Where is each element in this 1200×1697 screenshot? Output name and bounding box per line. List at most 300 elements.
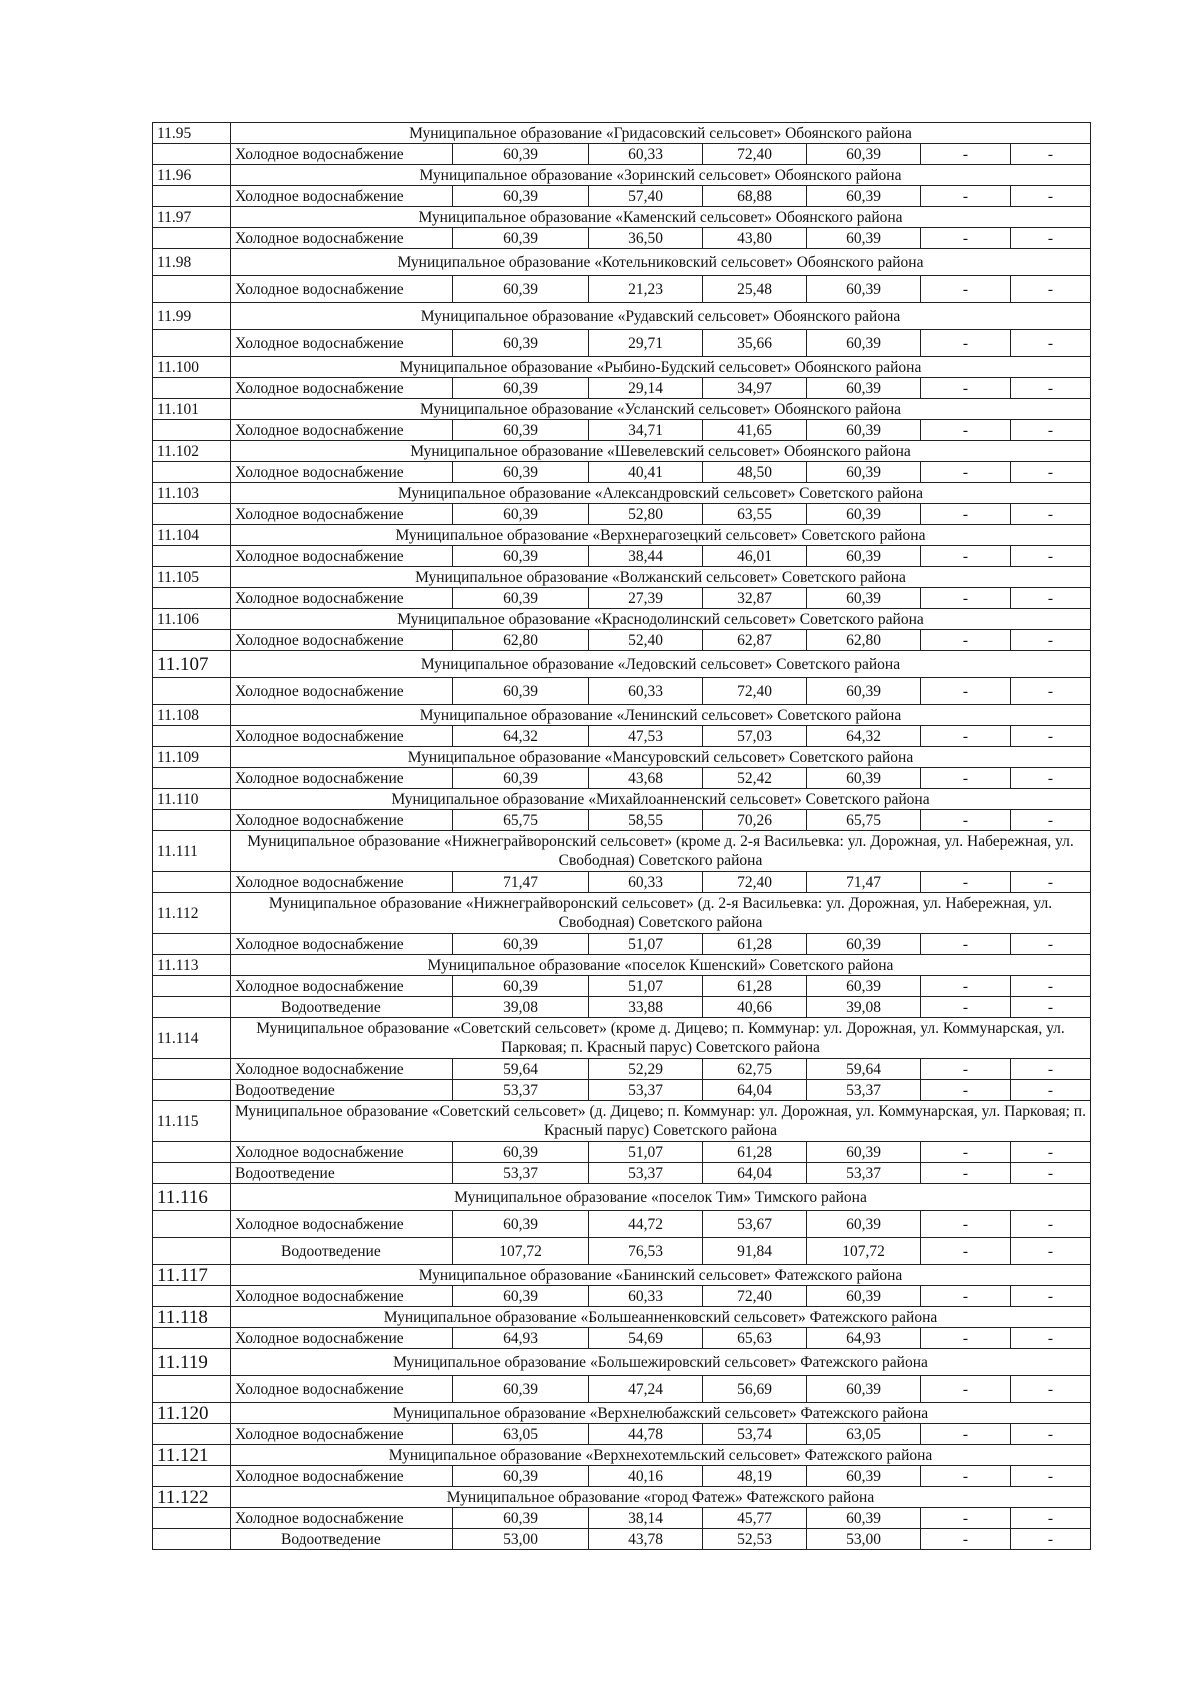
tariff-value: 60,39 — [807, 546, 921, 567]
tariff-value: 53,67 — [703, 1211, 807, 1238]
tariff-value: 39,08 — [807, 997, 921, 1018]
empty-cell — [153, 997, 231, 1018]
dash-cell: - — [1011, 1529, 1091, 1550]
service-name: Холодное водоснабжение — [231, 1211, 453, 1238]
service-name: Холодное водоснабжение — [231, 588, 453, 609]
tariff-value: 60,33 — [589, 872, 703, 893]
tariff-value: 65,63 — [703, 1328, 807, 1349]
entry-title: Муниципальное образование «Мансуровский сельсовет» Советского района — [231, 747, 1091, 768]
tariff-value: 43,78 — [589, 1529, 703, 1550]
entry-number: 11.104 — [153, 525, 231, 546]
service-name: Холодное водоснабжение — [231, 276, 453, 303]
tariff-value: 60,39 — [453, 420, 589, 441]
tariff-value: 53,37 — [589, 1163, 703, 1184]
tariff-row — [153, 462, 1091, 483]
dash-cell: - — [1011, 630, 1091, 651]
tariff-value: 60,39 — [807, 934, 921, 955]
tariff-table — [152, 122, 1091, 1550]
entry-title: Муниципальное образование «Банинский сельсовет» Фатежского района — [231, 1265, 1091, 1286]
tariff-value: 60,39 — [453, 378, 589, 399]
empty-cell — [153, 678, 231, 705]
entry-title: Муниципальное образование «город Фатеж» Фатежского района — [231, 1487, 1091, 1508]
dash-cell: - — [921, 726, 1011, 747]
tariff-row — [153, 678, 1091, 705]
service-name: Холодное водоснабжение — [231, 1466, 453, 1487]
tariff-value: 53,37 — [807, 1163, 921, 1184]
entry-title: Муниципальное образование «Волжанский сельсовет» Советского района — [231, 567, 1091, 588]
tariff-value: 60,39 — [453, 976, 589, 997]
tariff-value: 72,40 — [703, 678, 807, 705]
tariff-value: 60,39 — [453, 1376, 589, 1403]
tariff-value: 61,28 — [703, 976, 807, 997]
entry-title: Муниципальное образование «Ленинский сельсовет» Советского района — [231, 705, 1091, 726]
empty-cell — [153, 810, 231, 831]
tariff-value: 21,23 — [589, 276, 703, 303]
tariff-value: 25,48 — [703, 276, 807, 303]
tariff-value: 60,39 — [807, 420, 921, 441]
dash-cell: - — [921, 462, 1011, 483]
dash-cell: - — [1011, 678, 1091, 705]
tariff-value: 52,29 — [589, 1059, 703, 1080]
entry-number: 11.118 — [153, 1307, 231, 1328]
tariff-value: 64,04 — [703, 1080, 807, 1101]
empty-cell — [153, 1286, 231, 1307]
tariff-row — [153, 546, 1091, 567]
service-name: Холодное водоснабжение — [231, 144, 453, 165]
tariff-value: 58,55 — [589, 810, 703, 831]
empty-cell — [153, 588, 231, 609]
tariff-value: 53,37 — [453, 1080, 589, 1101]
tariff-value: 53,37 — [453, 1163, 589, 1184]
tariff-value: 64,93 — [807, 1328, 921, 1349]
tariff-row — [153, 1376, 1091, 1403]
empty-cell — [153, 1508, 231, 1529]
entry-title: Муниципальное образование «Александровский сельсовет» Советского района — [231, 483, 1091, 504]
dash-cell: - — [921, 678, 1011, 705]
dash-cell: - — [921, 378, 1011, 399]
dash-cell: - — [1011, 934, 1091, 955]
tariff-value: 53,00 — [807, 1529, 921, 1550]
entry-title: Муниципальное образование «Каменский сельсовет» Обоянского района — [231, 207, 1091, 228]
dash-cell: - — [1011, 420, 1091, 441]
tariff-row — [153, 1508, 1091, 1529]
dash-cell: - — [1011, 1211, 1091, 1238]
entry-number: 11.99 — [153, 303, 231, 330]
dash-cell: - — [921, 228, 1011, 249]
empty-cell — [153, 1059, 231, 1080]
entry-number: 11.119 — [153, 1349, 231, 1376]
empty-cell — [153, 1238, 231, 1265]
service-name: Холодное водоснабжение — [231, 1286, 453, 1307]
dash-cell: - — [1011, 504, 1091, 525]
entry-number: 11.110 — [153, 789, 231, 810]
dash-cell: - — [1011, 588, 1091, 609]
tariff-value: 60,39 — [807, 588, 921, 609]
service-name: Холодное водоснабжение — [231, 678, 453, 705]
tariff-value: 39,08 — [453, 997, 589, 1018]
dash-cell: - — [921, 276, 1011, 303]
tariff-value: 60,39 — [807, 228, 921, 249]
tariff-value: 72,40 — [703, 872, 807, 893]
empty-cell — [153, 1080, 231, 1101]
entry-title: Муниципальное образование «Усланский сельсовет» Обоянского района — [231, 399, 1091, 420]
dash-cell: - — [1011, 1424, 1091, 1445]
dash-cell: - — [1011, 997, 1091, 1018]
tariff-value: 60,39 — [453, 1508, 589, 1529]
entry-number: 11.102 — [153, 441, 231, 462]
entry-title: Муниципальное образование «Котельниковский сельсовет» Обоянского района — [231, 249, 1091, 276]
tariff-row — [153, 228, 1091, 249]
tariff-value: 60,39 — [807, 1466, 921, 1487]
dash-cell: - — [921, 186, 1011, 207]
tariff-value: 41,65 — [703, 420, 807, 441]
service-name: Холодное водоснабжение — [231, 1424, 453, 1445]
entry-title: Муниципальное образование «Верхнерагозецкий сельсовет» Советского района — [231, 525, 1091, 546]
dash-cell: - — [921, 504, 1011, 525]
entry-header-row — [153, 747, 1091, 768]
entry-header-row — [153, 1307, 1091, 1328]
dash-cell: - — [1011, 872, 1091, 893]
tariff-value: 60,39 — [807, 1376, 921, 1403]
entry-number: 11.97 — [153, 207, 231, 228]
service-name: Холодное водоснабжение — [231, 810, 453, 831]
tariff-value: 60,39 — [453, 1286, 589, 1307]
tariff-value: 53,37 — [807, 1080, 921, 1101]
dash-cell: - — [921, 768, 1011, 789]
entry-header-row — [153, 1445, 1091, 1466]
entry-header-row — [153, 123, 1091, 144]
entry-header-row — [153, 399, 1091, 420]
dash-cell: - — [1011, 976, 1091, 997]
dash-cell: - — [921, 1508, 1011, 1529]
entry-title: Муниципальное образование «Рыбино-Будский сельсовет» Обоянского района — [231, 357, 1091, 378]
entry-number: 11.98 — [153, 249, 231, 276]
service-name: Холодное водоснабжение — [231, 462, 453, 483]
tariff-value: 52,42 — [703, 768, 807, 789]
entry-number: 11.117 — [153, 1265, 231, 1286]
tariff-row — [153, 420, 1091, 441]
empty-cell — [153, 420, 231, 441]
service-name: Холодное водоснабжение — [231, 1059, 453, 1080]
tariff-row — [153, 144, 1091, 165]
service-name: Холодное водоснабжение — [231, 872, 453, 893]
dash-cell: - — [921, 630, 1011, 651]
tariff-value: 40,41 — [589, 462, 703, 483]
tariff-value: 68,88 — [703, 186, 807, 207]
entry-title: Муниципальное образование «Верхнелюбажский сельсовет» Фатежского района — [231, 1403, 1091, 1424]
entry-header-row — [153, 1403, 1091, 1424]
entry-number: 11.114 — [153, 1018, 231, 1059]
tariff-row — [153, 378, 1091, 399]
dash-cell: - — [921, 1059, 1011, 1080]
entry-number: 11.100 — [153, 357, 231, 378]
service-name: Холодное водоснабжение — [231, 1328, 453, 1349]
entry-title: Муниципальное образование «поселок Тим» Тимского района — [231, 1184, 1091, 1211]
tariff-value: 34,71 — [589, 420, 703, 441]
tariff-value: 60,39 — [807, 1211, 921, 1238]
entry-number: 11.121 — [153, 1445, 231, 1466]
entry-header-row — [153, 831, 1091, 872]
tariff-row — [153, 768, 1091, 789]
tariff-value: 62,75 — [703, 1059, 807, 1080]
tariff-row — [153, 1163, 1091, 1184]
dash-cell: - — [1011, 330, 1091, 357]
dash-cell: - — [921, 330, 1011, 357]
tariff-value: 60,39 — [453, 144, 589, 165]
tariff-value: 60,39 — [453, 1466, 589, 1487]
dash-cell: - — [921, 934, 1011, 955]
service-name: Холодное водоснабжение — [231, 726, 453, 747]
service-name: Холодное водоснабжение — [231, 1508, 453, 1529]
entry-title: Муниципальное образование «Советский сельсовет» (д. Дицево; п. Коммунар: ул. Дорожная, ул. Коммунарская, ул. Парковая; п. Красный парус) Советского района — [231, 1101, 1091, 1142]
tariff-value: 51,07 — [589, 976, 703, 997]
tariff-value: 61,28 — [703, 934, 807, 955]
tariff-value: 107,72 — [807, 1238, 921, 1265]
tariff-row — [153, 726, 1091, 747]
tariff-value: 60,39 — [807, 504, 921, 525]
tariff-row — [153, 1286, 1091, 1307]
tariff-value: 71,47 — [807, 872, 921, 893]
entry-header-row — [153, 789, 1091, 810]
tariff-value: 44,78 — [589, 1424, 703, 1445]
tariff-value: 46,01 — [703, 546, 807, 567]
tariff-value: 65,75 — [807, 810, 921, 831]
tariff-value: 57,03 — [703, 726, 807, 747]
tariff-value: 60,39 — [453, 768, 589, 789]
service-name: Водоотведение — [231, 1080, 453, 1101]
entry-header-row — [153, 303, 1091, 330]
empty-cell — [153, 1466, 231, 1487]
entry-number: 11.107 — [153, 651, 231, 678]
dash-cell: - — [1011, 276, 1091, 303]
entry-title: Муниципальное образование «Гридасовский сельсовет» Обоянского района — [231, 123, 1091, 144]
tariff-row — [153, 1238, 1091, 1265]
dash-cell: - — [1011, 378, 1091, 399]
dash-cell: - — [921, 1376, 1011, 1403]
tariff-value: 38,44 — [589, 546, 703, 567]
entry-title: Муниципальное образование «Рудавский сельсовет» Обоянского района — [231, 303, 1091, 330]
service-name: Водоотведение — [231, 1238, 453, 1265]
tariff-row — [153, 276, 1091, 303]
tariff-value: 60,33 — [589, 678, 703, 705]
service-name: Водоотведение — [231, 1529, 453, 1550]
empty-cell — [153, 276, 231, 303]
empty-cell — [153, 1211, 231, 1238]
dash-cell: - — [1011, 1466, 1091, 1487]
tariff-value: 91,84 — [703, 1238, 807, 1265]
entry-header-row — [153, 1349, 1091, 1376]
tariff-value: 29,14 — [589, 378, 703, 399]
dash-cell: - — [921, 1529, 1011, 1550]
dash-cell: - — [921, 1080, 1011, 1101]
service-name: Холодное водоснабжение — [231, 330, 453, 357]
dash-cell: - — [921, 997, 1011, 1018]
entry-title: Муниципальное образование «Краснодолинский сельсовет» Советского района — [231, 609, 1091, 630]
empty-cell — [153, 1424, 231, 1445]
entry-header-row — [153, 1265, 1091, 1286]
tariff-row — [153, 186, 1091, 207]
entry-title: Муниципальное образование «Нижнеграйворонский сельсовет» (д. 2-я Васильевка: ул. Дорожная, ул. Набережная, ул. Свободная) Советского района — [231, 893, 1091, 934]
entry-number: 11.101 — [153, 399, 231, 420]
empty-cell — [153, 1529, 231, 1550]
tariff-value: 36,50 — [589, 228, 703, 249]
service-name: Холодное водоснабжение — [231, 1376, 453, 1403]
entry-number: 11.105 — [153, 567, 231, 588]
dash-cell: - — [1011, 1508, 1091, 1529]
tariff-value: 43,68 — [589, 768, 703, 789]
dash-cell: - — [1011, 144, 1091, 165]
tariff-value: 59,64 — [807, 1059, 921, 1080]
tariff-value: 60,39 — [453, 228, 589, 249]
service-name: Холодное водоснабжение — [231, 976, 453, 997]
tariff-value: 54,69 — [589, 1328, 703, 1349]
empty-cell — [153, 228, 231, 249]
dash-cell: - — [921, 1142, 1011, 1163]
tariff-value: 60,39 — [807, 768, 921, 789]
tariff-value: 64,32 — [807, 726, 921, 747]
dash-cell: - — [921, 546, 1011, 567]
entry-number: 11.108 — [153, 705, 231, 726]
dash-cell: - — [921, 588, 1011, 609]
dash-cell: - — [1011, 1238, 1091, 1265]
tariff-value: 71,47 — [453, 872, 589, 893]
empty-cell — [153, 504, 231, 525]
tariff-row — [153, 1211, 1091, 1238]
tariff-value: 60,39 — [807, 1142, 921, 1163]
empty-cell — [153, 768, 231, 789]
tariff-value: 59,64 — [453, 1059, 589, 1080]
dash-cell: - — [1011, 726, 1091, 747]
tariff-value: 60,39 — [453, 588, 589, 609]
dash-cell: - — [1011, 1163, 1091, 1184]
empty-cell — [153, 726, 231, 747]
tariff-value: 44,72 — [589, 1211, 703, 1238]
tariff-value: 38,14 — [589, 1508, 703, 1529]
entry-title: Муниципальное образование «Советский сельсовет» (кроме д. Дицево; п. Коммунар: ул. Дорожная, ул. Коммунарская, ул. Парковая; п. Красный парус) Советского района — [231, 1018, 1091, 1059]
entry-number: 11.116 — [153, 1184, 231, 1211]
empty-cell — [153, 1142, 231, 1163]
entry-header-row — [153, 1184, 1091, 1211]
tariff-value: 48,19 — [703, 1466, 807, 1487]
tariff-value: 61,28 — [703, 1142, 807, 1163]
entry-title: Муниципальное образование «поселок Кшенский» Советского района — [231, 955, 1091, 976]
tariff-value: 57,40 — [589, 186, 703, 207]
entry-title: Муниципальное образование «Шевелевский сельсовет» Обоянского района — [231, 441, 1091, 462]
empty-cell — [153, 872, 231, 893]
tariff-value: 60,33 — [589, 1286, 703, 1307]
service-name: Водоотведение — [231, 1163, 453, 1184]
tariff-value: 60,39 — [453, 934, 589, 955]
dash-cell: - — [1011, 1286, 1091, 1307]
tariff-value: 33,88 — [589, 997, 703, 1018]
empty-cell — [153, 546, 231, 567]
tariff-value: 72,40 — [703, 144, 807, 165]
tariff-value: 60,39 — [807, 678, 921, 705]
tariff-value: 52,80 — [589, 504, 703, 525]
tariff-row — [153, 1529, 1091, 1550]
entry-header-row — [153, 705, 1091, 726]
tariff-row — [153, 934, 1091, 955]
dash-cell: - — [1011, 1059, 1091, 1080]
empty-cell — [153, 462, 231, 483]
tariff-row — [153, 1424, 1091, 1445]
tariff-row — [153, 1328, 1091, 1349]
tariff-value: 60,39 — [453, 546, 589, 567]
dash-cell: - — [921, 1238, 1011, 1265]
service-name: Холодное водоснабжение — [231, 504, 453, 525]
tariff-value: 63,55 — [703, 504, 807, 525]
tariff-value: 56,69 — [703, 1376, 807, 1403]
tariff-row — [153, 1142, 1091, 1163]
empty-cell — [153, 378, 231, 399]
tariff-row — [153, 504, 1091, 525]
dash-cell: - — [1011, 768, 1091, 789]
entry-number: 11.115 — [153, 1101, 231, 1142]
tariff-row — [153, 1080, 1091, 1101]
tariff-value: 60,39 — [453, 330, 589, 357]
dash-cell: - — [1011, 228, 1091, 249]
tariff-value: 51,07 — [589, 934, 703, 955]
entry-title: Муниципальное образование «Большежировский сельсовет» Фатежского района — [231, 1349, 1091, 1376]
tariff-value: 43,80 — [703, 228, 807, 249]
entry-number: 11.96 — [153, 165, 231, 186]
entry-number: 11.122 — [153, 1487, 231, 1508]
tariff-value: 60,39 — [453, 1211, 589, 1238]
entry-number: 11.95 — [153, 123, 231, 144]
entry-title: Муниципальное образование «Ледовский сельсовет» Советского района — [231, 651, 1091, 678]
entry-number: 11.113 — [153, 955, 231, 976]
entry-header-row — [153, 441, 1091, 462]
dash-cell: - — [1011, 546, 1091, 567]
tariff-row — [153, 997, 1091, 1018]
tariff-row — [153, 810, 1091, 831]
tariff-value: 60,33 — [589, 144, 703, 165]
entry-header-row — [153, 567, 1091, 588]
tariff-row — [153, 1059, 1091, 1080]
tariff-row — [153, 630, 1091, 651]
tariff-value: 40,66 — [703, 997, 807, 1018]
tariff-value: 47,24 — [589, 1376, 703, 1403]
dash-cell: - — [921, 1466, 1011, 1487]
tariff-value: 60,39 — [453, 462, 589, 483]
tariff-value: 60,39 — [453, 276, 589, 303]
dash-cell: - — [921, 1424, 1011, 1445]
service-name: Холодное водоснабжение — [231, 546, 453, 567]
tariff-value: 60,39 — [807, 462, 921, 483]
tariff-value: 52,40 — [589, 630, 703, 651]
entry-title: Муниципальное образование «Зоринский сельсовет» Обоянского района — [231, 165, 1091, 186]
tariff-value: 27,39 — [589, 588, 703, 609]
entry-number: 11.112 — [153, 893, 231, 934]
service-name: Холодное водоснабжение — [231, 934, 453, 955]
tariff-value: 64,04 — [703, 1163, 807, 1184]
tariff-value: 63,05 — [453, 1424, 589, 1445]
service-name: Холодное водоснабжение — [231, 378, 453, 399]
dash-cell: - — [1011, 186, 1091, 207]
tariff-value: 62,80 — [807, 630, 921, 651]
entry-title: Муниципальное образование «Нижнеграйворонский сельсовет» (кроме д. 2-я Васильевка: ул. Дорожная, ул. Набережная, ул. Свободная) Советского района — [231, 831, 1091, 872]
entry-header-row — [153, 249, 1091, 276]
empty-cell — [153, 330, 231, 357]
dash-cell: - — [1011, 1080, 1091, 1101]
dash-cell: - — [921, 144, 1011, 165]
tariff-value: 60,39 — [453, 678, 589, 705]
tariff-value: 40,16 — [589, 1466, 703, 1487]
tariff-value: 107,72 — [453, 1238, 589, 1265]
tariff-value: 60,39 — [807, 186, 921, 207]
empty-cell — [153, 1376, 231, 1403]
tariff-row — [153, 330, 1091, 357]
